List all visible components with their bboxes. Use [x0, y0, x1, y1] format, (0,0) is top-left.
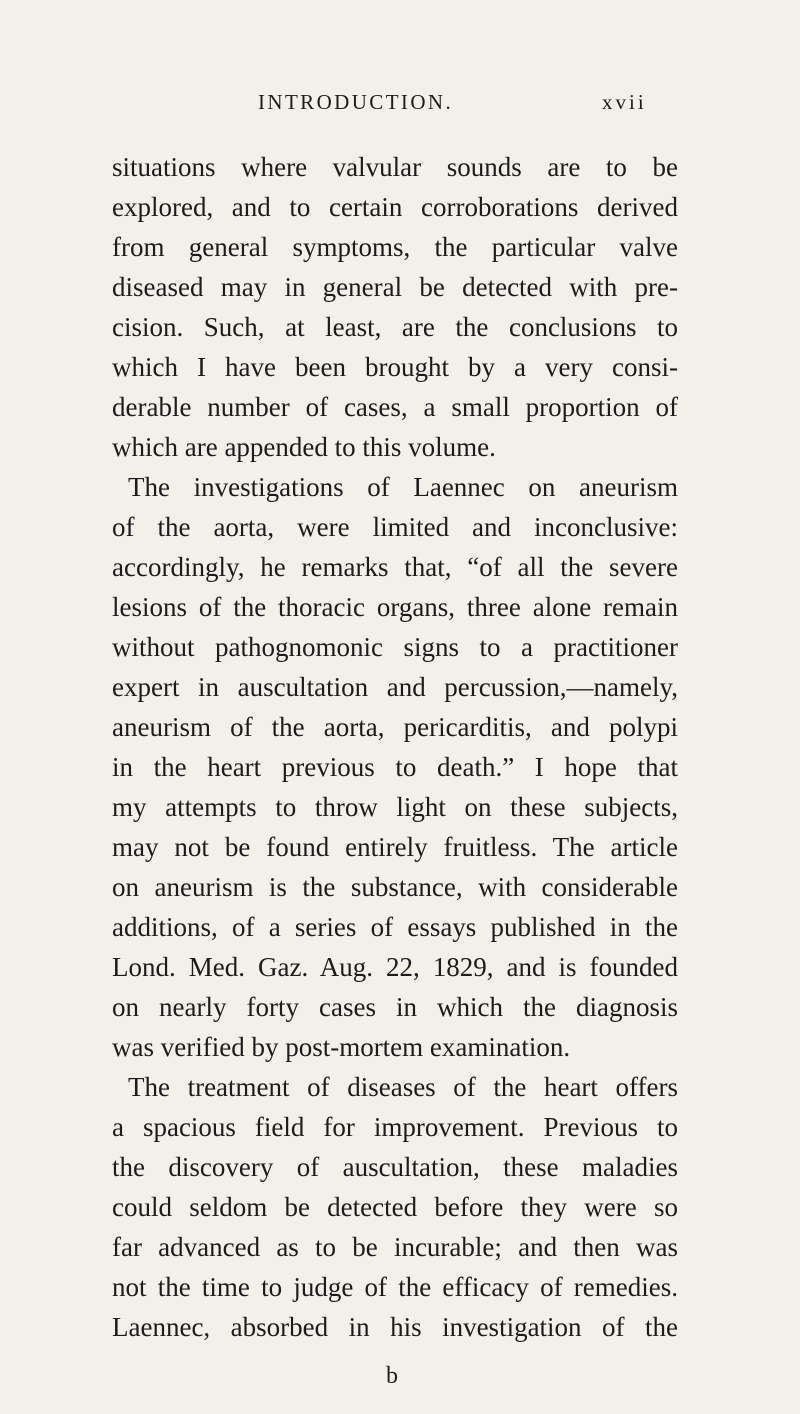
text-line: from general symptoms, the particular valve: [112, 232, 678, 262]
running-header: [258, 90, 658, 115]
text-line: situations where valvular sounds are to be: [112, 152, 678, 182]
text-line: The treatment of diseases of the heart offers: [128, 1072, 678, 1102]
text-line: Lond. Med. Gaz. Aug. 22, 1829, and is founded: [112, 952, 678, 982]
text-line: without pathognomonic signs to a practitioner: [112, 632, 678, 662]
text-line: on nearly forty cases in which the diagnosis: [112, 992, 678, 1022]
text-line: far advanced as to be incurable; and then was: [112, 1232, 678, 1262]
page-number: xvii: [602, 90, 647, 114]
text-line: in the heart previous to death.” I hope that: [112, 752, 678, 782]
text-line: which I have been brought by a very consi-: [112, 352, 678, 382]
text-line: the discovery of auscultation, these maladies: [112, 1152, 678, 1182]
text-line: my attempts to throw light on these subjects,: [112, 792, 678, 822]
text-line: accordingly, he remarks that, “of all the severe: [112, 552, 678, 582]
signature-mark: b: [386, 1363, 398, 1389]
text-line: not the time to judge of the efficacy of remedies.: [112, 1272, 678, 1302]
text-line: of the aorta, were limited and inconclusive:: [112, 512, 678, 542]
body-text: [112, 147, 678, 1347]
text-line: could seldom be detected before they were so: [112, 1192, 678, 1222]
running-title: INTRODUCTION.: [258, 90, 454, 114]
text-line: explored, and to certain corroborations derived: [112, 192, 678, 222]
text-line: expert in auscultation and percussion,—namely,: [112, 672, 678, 702]
text-line: was verified by post-mortem examination.: [112, 1032, 571, 1062]
text-line: cision. Such, at least, are the conclusions to: [112, 312, 678, 342]
text-line: on aneurism is the substance, with considerable: [112, 872, 678, 902]
text-line: lesions of the thoracic organs, three alone remain: [112, 592, 678, 622]
text-line: additions, of a series of essays published in the: [112, 912, 678, 942]
text-line: derable number of cases, a small proportion of: [112, 392, 678, 422]
text-line: Laennec, absorbed in his investigation of the: [112, 1312, 678, 1342]
text-line: diseased may in general be detected with pre-: [112, 272, 678, 302]
text-line: may not be found entirely fruitless. The article: [112, 832, 678, 862]
text-line: aneurism of the aorta, pericarditis, and polypi: [112, 712, 678, 742]
text-line: which are appended to this volume.: [112, 432, 496, 462]
text-line: a spacious field for improvement. Previous to: [112, 1112, 678, 1142]
text-line: The investigations of Laennec on aneurism: [128, 472, 678, 502]
